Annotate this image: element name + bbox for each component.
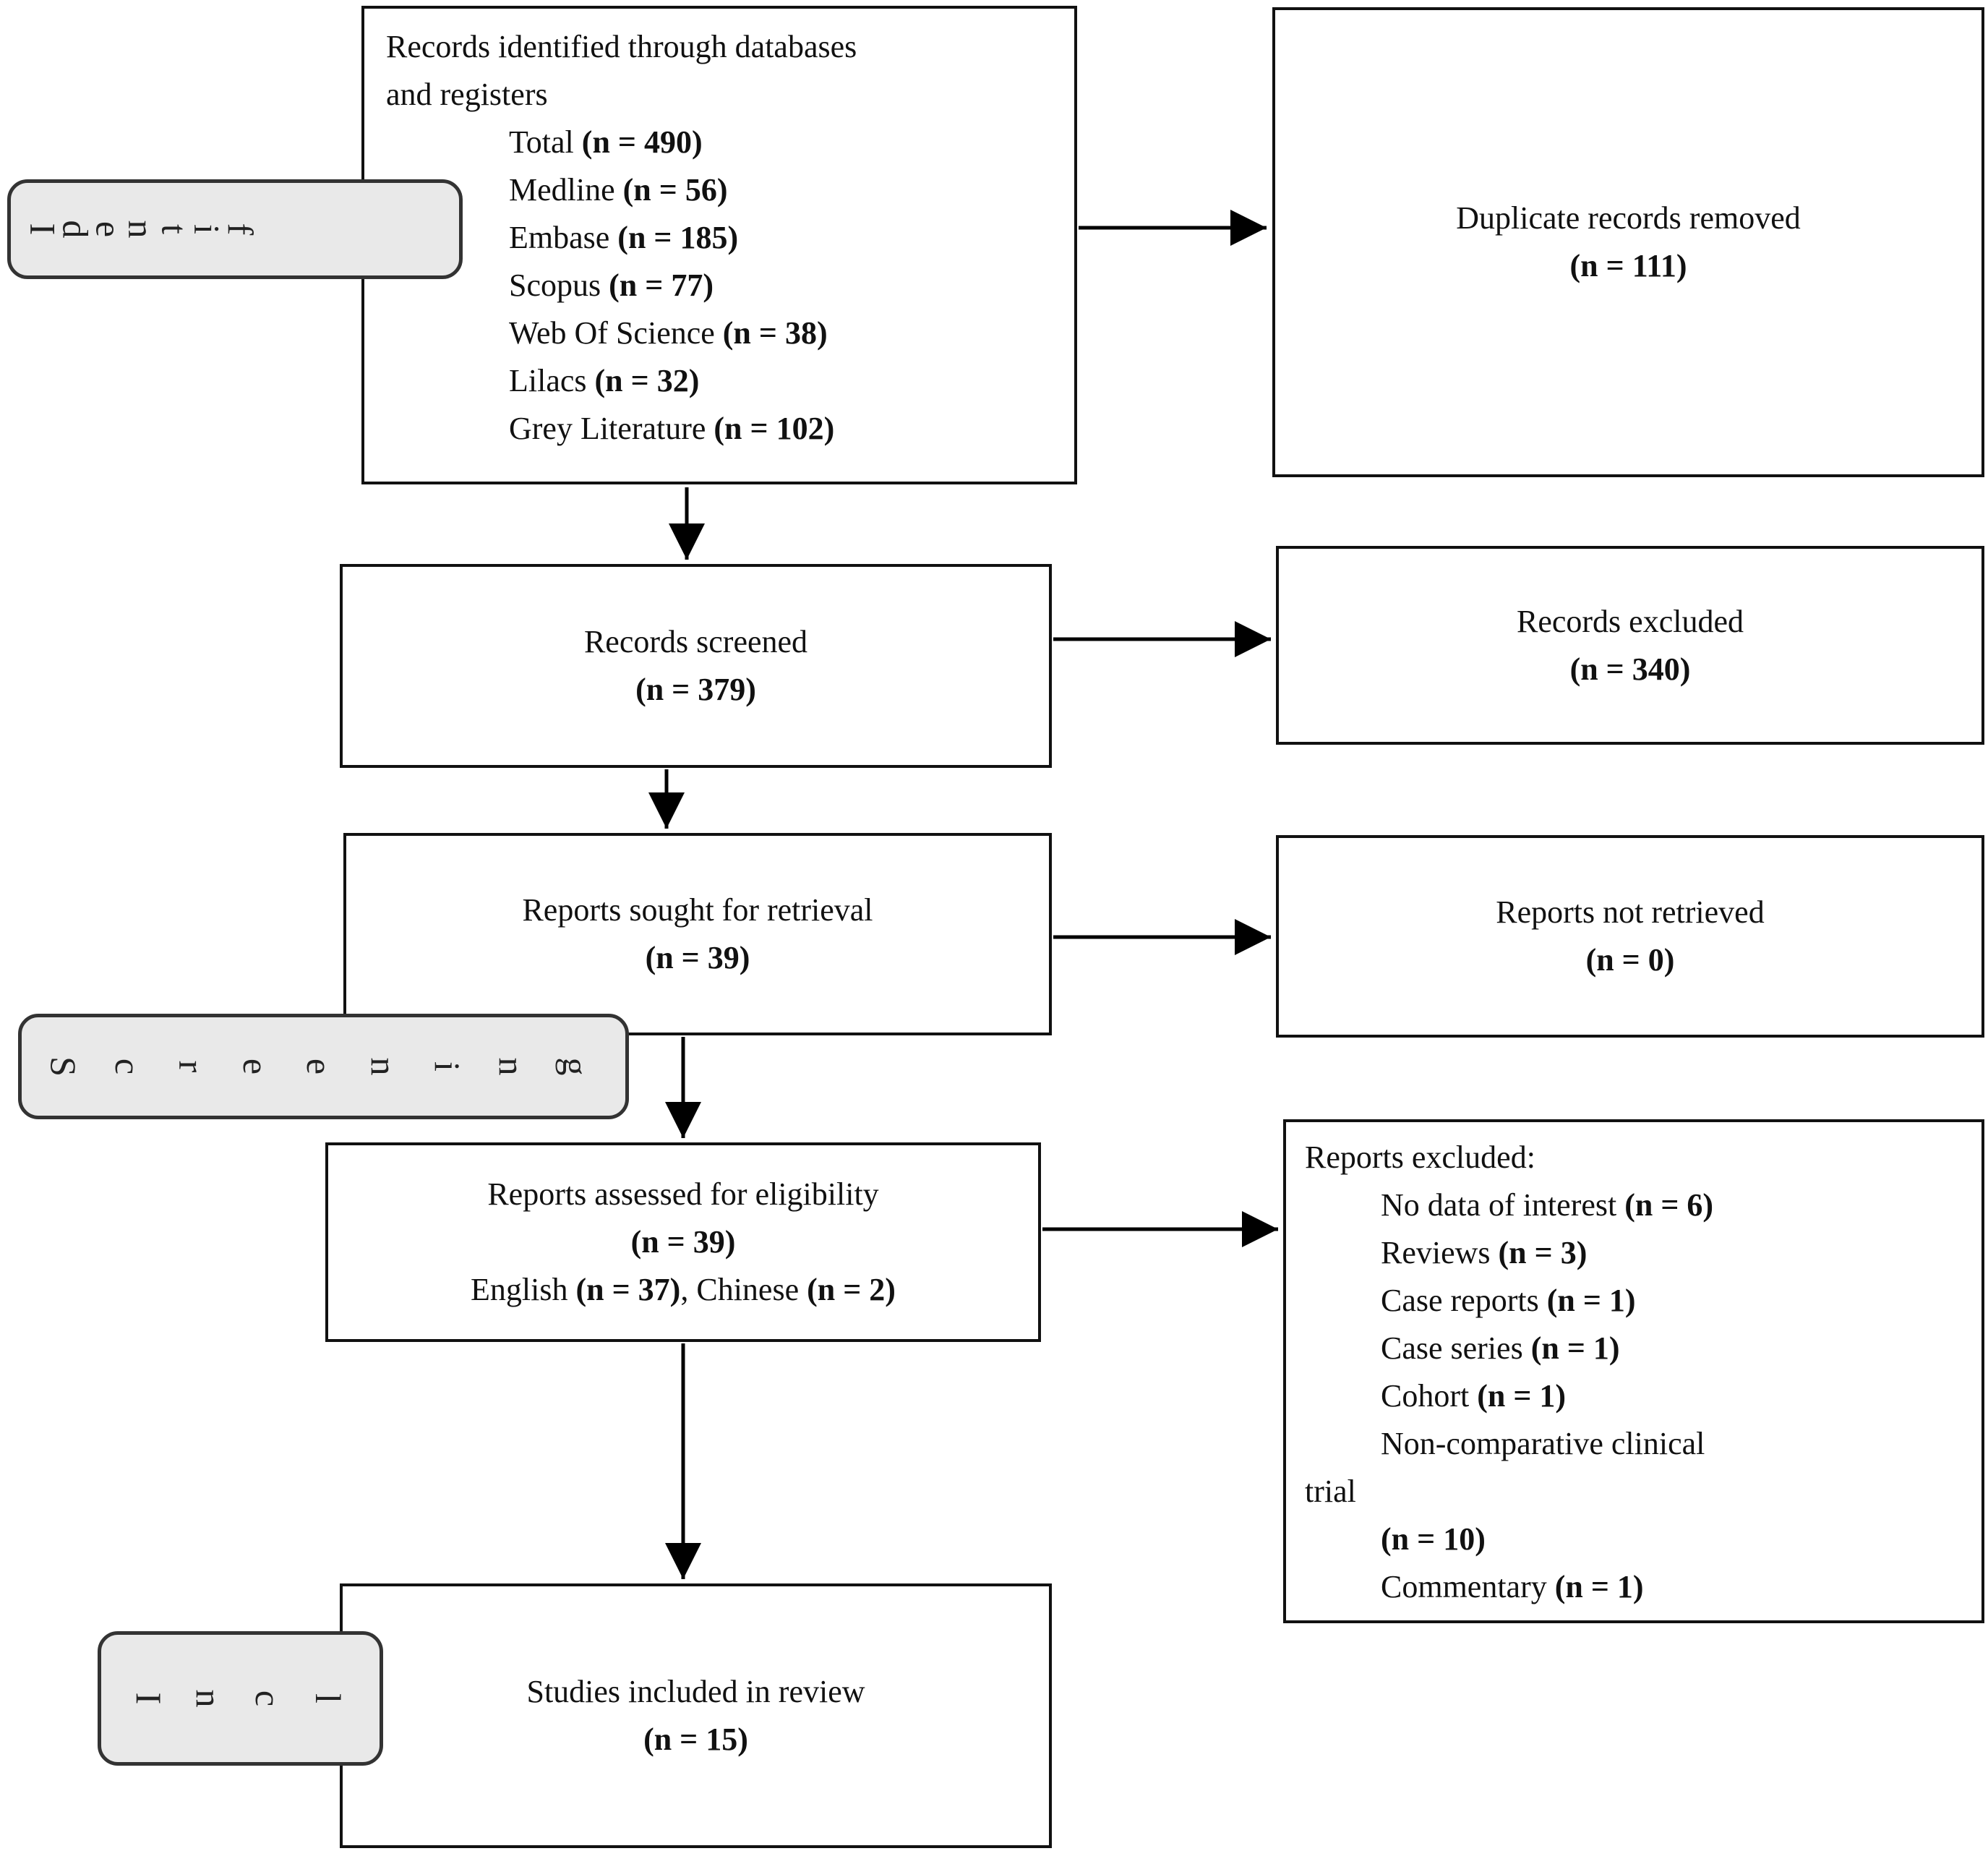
- text-line: Studies included in review: [526, 1674, 865, 1709]
- stage-label-identification: [7, 179, 463, 279]
- box-reports-sought: [343, 833, 1052, 1035]
- text-line: Duplicate records removed: [1456, 200, 1801, 236]
- text-line: (n = 15): [643, 1722, 748, 1757]
- text-line: Reports excluded:: [1305, 1140, 1535, 1175]
- box-reports-excluded: [1283, 1119, 1984, 1623]
- stage-label-screening: [18, 1014, 629, 1119]
- text-line: (n = 379): [635, 672, 756, 707]
- box-reports-assessed: [325, 1142, 1041, 1342]
- list-item: Web Of Science (n = 38): [509, 315, 828, 351]
- list-item: No data of interest (n = 6): [1381, 1187, 1714, 1223]
- list-item: Medline (n = 56): [509, 172, 728, 208]
- stage-label-screening-letters: S c r e e n i n g: [43, 1056, 596, 1077]
- box-records-screened: [340, 564, 1052, 768]
- text-line: Records identified through databases: [386, 29, 857, 64]
- text-line: Records excluded: [1517, 603, 1744, 639]
- list-item: Embase (n = 185): [509, 220, 739, 255]
- exclusion-list: [1381, 1181, 1963, 1468]
- list-item: Reviews (n = 3): [1381, 1235, 1588, 1270]
- stage-label-included-letters: I n c l: [129, 1689, 348, 1708]
- text-line: (n = 111): [1569, 248, 1687, 283]
- text-line: (n = 39): [630, 1224, 736, 1260]
- list-item: Commentary (n = 1): [1381, 1569, 1644, 1604]
- list-item: Case series (n = 1): [1381, 1330, 1620, 1366]
- text-line: and registers: [386, 77, 548, 112]
- stage-label-identification-letters: I d e n t i f: [22, 220, 261, 239]
- list-item: (n = 10): [1381, 1521, 1486, 1557]
- text-line: Reports assessed for eligibility: [487, 1176, 879, 1212]
- box-records-identified: [361, 6, 1077, 484]
- stage-label-included: [98, 1631, 383, 1766]
- box-duplicate-records-removed: [1272, 7, 1984, 477]
- database-list: [509, 119, 1053, 453]
- box-studies-included: [340, 1583, 1052, 1848]
- list-item: Scopus (n = 77): [509, 268, 714, 303]
- text-line: (n = 340): [1569, 651, 1691, 687]
- list-item: Total (n = 490): [509, 124, 703, 160]
- text-line: Reports not retrieved: [1496, 894, 1765, 930]
- text-line: (n = 39): [645, 940, 750, 975]
- box-records-excluded: [1276, 546, 1984, 745]
- text-line: English (n = 37), Chinese (n = 2): [471, 1272, 896, 1307]
- box-reports-not-retrieved: [1276, 835, 1984, 1038]
- list-item: Cohort (n = 1): [1381, 1378, 1567, 1414]
- list-item: Non-comparative clinical: [1381, 1426, 1705, 1461]
- list-item: Case reports (n = 1): [1381, 1283, 1636, 1318]
- text-line: Records screened: [583, 624, 808, 659]
- list-item: Lilacs (n = 32): [509, 363, 700, 398]
- text-line: Reports sought for retrieval: [522, 892, 873, 928]
- text-line: trial: [1305, 1474, 1356, 1509]
- text-line: (n = 0): [1585, 942, 1675, 978]
- list-item: Grey Literature (n = 102): [509, 411, 835, 446]
